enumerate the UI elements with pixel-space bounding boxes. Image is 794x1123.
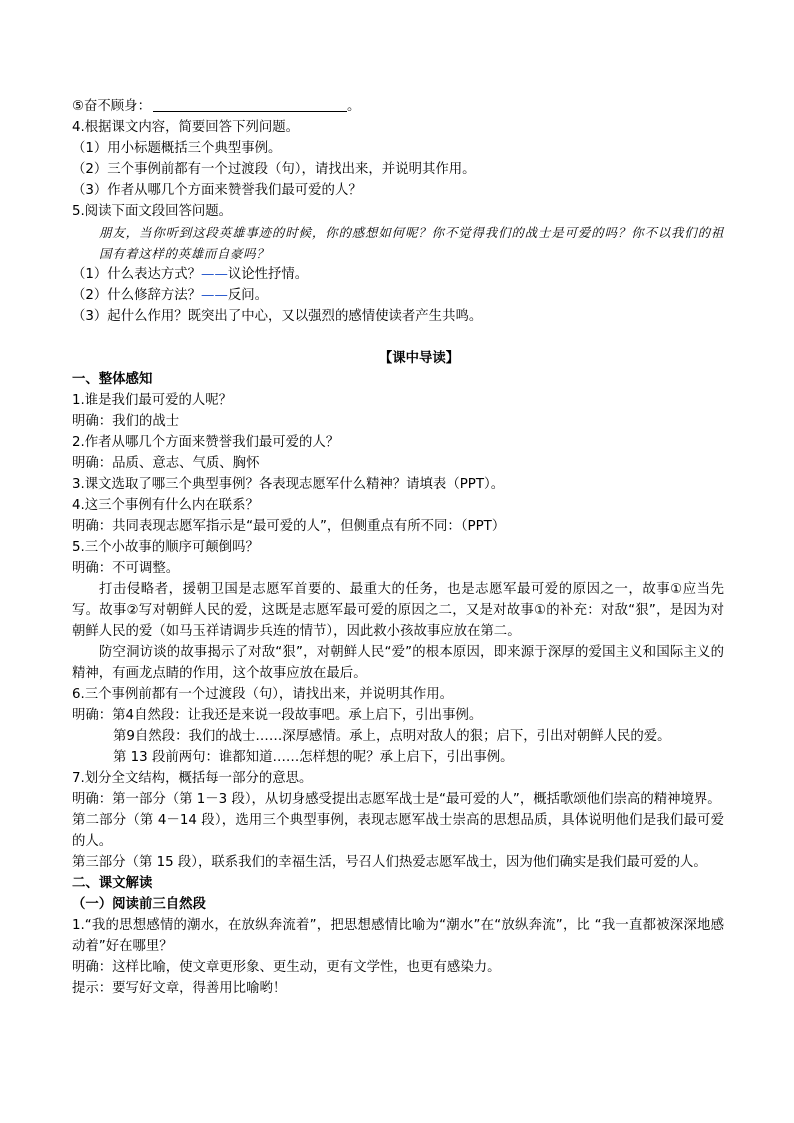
part1-line: 1.谁是我们最可爱的人呢？ [72, 393, 233, 408]
question-5-2-answer: 反问。 [227, 288, 268, 303]
part2-subheading: （一）阅读前三自然段 [72, 897, 206, 912]
question-5-1 [72, 264, 724, 285]
part2-answer-1: 明确：这样比喻，使文章更形象、更生动，更有文学性，也更有感染力。 [72, 960, 501, 975]
answer-line: 第9自然段：我们的战士……深厚感情。承上，点明对敌人的狠；启下，引出对朝鲜人民的爱。 [113, 729, 671, 744]
document-page [72, 96, 724, 999]
part1-line: 明确：品质、意志、气质、胸怀 [72, 456, 260, 471]
reading-passage: 朋友，当你听到这段英雄事迹的时候，你的感想如何呢？你不觉得我们的战士是可爱的吗？你不以我们的祖国有着这样的英雄而自豪吗？ [99, 225, 724, 261]
question-5-3: （3）起什么作用？既突出了中心，又以强烈的感情使读者产生共鸣。 [72, 309, 483, 324]
question-5-2 [72, 285, 724, 306]
question-4-3: （3）作者从哪几个方面来赞誉我们最可爱的人？ [72, 183, 362, 198]
structure-part-1: 明确：第一部分（第 1－3 段），从切身感受提出志愿军战士是“最可爱的人”，概括歌颂他们崇高的精神境界。 [72, 792, 721, 807]
part1-line: 明确：我们的战士 [72, 414, 180, 429]
question-4: 4.根据课文内容，简要回答下列问题。 [72, 120, 300, 135]
part1-line: 2.作者从哪几个方面来赞誉我们最可爱的人？ [72, 435, 340, 450]
part1-heading: 一、整体感知 [72, 372, 153, 387]
question-5-2-text: （2）什么修辞方法？ [72, 288, 202, 303]
part1-line: 3.课文选取了哪三个典型事例？各表现志愿军什么精神？请填表（PPT）。 [72, 477, 505, 492]
structure-part-2: 第二部分（第 4－14 段），选用三个典型事例，表现志愿军战士崇高的思想品质，具体说明他们是我们最可爱的人。 [72, 813, 724, 849]
question-4-1: （1）用小标题概括三个典型事例。 [72, 141, 282, 156]
dash-mark: —— [201, 288, 228, 303]
fill-blank-line [72, 96, 724, 117]
part1-line: 5.三个小故事的顺序可颠倒吗？ [72, 540, 259, 555]
part1-line: 明确：共同表现志愿军指示是“最可爱的人”，但侧重点有所不同：（PPT） [72, 519, 506, 534]
answer-line: 第 13 段前两句：谁都知道……怎样想的呢？承上启下，引出事例。 [113, 750, 514, 765]
question-5: 5.阅读下面文段回答问题。 [72, 204, 233, 219]
item5-label: ⑤奋不顾身： [72, 99, 151, 114]
part2-question-1: 1.“我的思想感情的潮水，在放纵奔流着”，把思想感情比喻为“潮水”在“放纵奔流”，比 “我一直都被深深地感动着”好在哪里？ [72, 918, 724, 954]
answer-blank [153, 97, 347, 112]
question-5-1-answer: 议论性抒情。 [227, 267, 309, 282]
question-5-1-text: （1）什么表达方式？ [72, 267, 202, 282]
part2-tip: 提示：要写好文章，得善用比喻哟！ [72, 981, 287, 996]
question-6: 6.三个事例前都有一个过渡段（句），请找出来，并说明其作用。 [72, 687, 454, 702]
structure-part-3: 第三部分（第 15 段），联系我们的幸福生活，号召人们热爱志愿军战士，因为他们确实是我们最可爱的人。 [72, 855, 707, 870]
part2-heading: 二、课文解读 [72, 876, 153, 891]
item5-end: 。 [346, 99, 361, 114]
dash-mark: —— [201, 267, 228, 282]
section-title: 【课中导读】 [378, 351, 460, 366]
answer-line: 明确：第4自然段：让我还是来说一段故事吧。承上启下，引出事例。 [72, 708, 483, 723]
question-7: 7.划分全文结构，概括每一部分的意思。 [72, 771, 313, 786]
question-4-2: （2）三个事例前都有一个过渡段（句），请找出来，并说明其作用。 [72, 162, 476, 177]
explanation-paragraph: 打击侵略者，援朝卫国是志愿军首要的、最重大的任务，也是志愿军最可爱的原因之一，故事①应当先写。故事②写对朝鲜人民的爱，这既是志愿军最可爱的原因之二，又是对故事①的补充：对敌“狠”，是因为对朝鲜人民的爱（如马玉祥请调步兵连的情节），因此救小孩故事应放在第二。 [72, 582, 724, 639]
part1-line: 4.这三个事例有什么内在联系？ [72, 498, 259, 513]
part1-line: 明确：不可调整。 [72, 561, 180, 576]
explanation-paragraph: 防空洞访谈的故事揭示了对敌“狠”，对朝鲜人民“爱”的根本原因，即来源于深厚的爱国主义和国际主义的精神，有画龙点睛的作用，这个故事应放在最后。 [72, 645, 724, 681]
